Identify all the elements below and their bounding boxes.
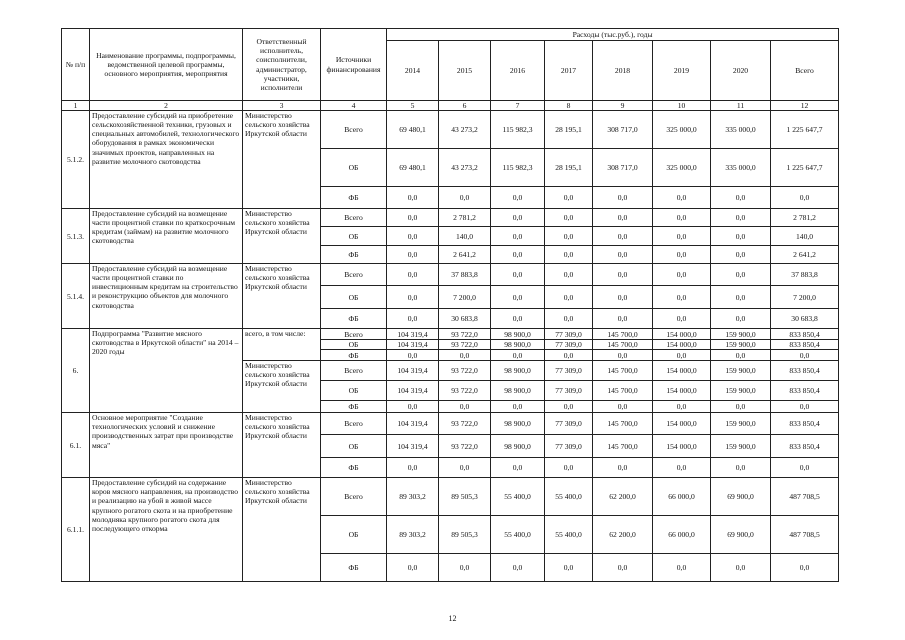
header-column-number: 9	[593, 101, 653, 111]
item-number: 5.1.2.	[62, 111, 90, 209]
year-value: 0,0	[593, 209, 653, 227]
year-value: 0,0	[545, 309, 593, 329]
header-numbers-row	[62, 101, 839, 111]
year-value: 0,0	[545, 246, 593, 264]
year-value: 104 319,4	[387, 381, 439, 401]
year-value: 159 900,0	[711, 413, 771, 435]
year-value: 0,0	[711, 264, 771, 286]
year-value: 0,0	[653, 309, 711, 329]
year-value: 159 900,0	[711, 361, 771, 381]
year-value: 0,0	[387, 286, 439, 309]
year-value: 0,0	[491, 227, 545, 246]
total-value: 833 850,4	[771, 381, 839, 401]
year-value: 2 781,2	[439, 209, 491, 227]
year-value: 77 309,0	[545, 413, 593, 435]
item-number: 5.1.3.	[62, 209, 90, 264]
year-value: 115 982,3	[491, 111, 545, 149]
item-name: Подпрограмма "Развитие мясного скотоводства в Иркутской области" на 2014 – 2020 годы	[90, 329, 243, 413]
responsible: Министерство сельского хозяйства Иркутской области	[243, 264, 321, 329]
year-value: 159 900,0	[711, 340, 771, 350]
year-value: 0,0	[491, 187, 545, 209]
year-value: 0,0	[653, 554, 711, 582]
header-responsible: Ответственный исполнитель, соисполнители, администратор, участники, исполнители	[243, 29, 321, 101]
year-value: 154 000,0	[653, 361, 711, 381]
year-value: 93 722,0	[439, 413, 491, 435]
item-name: Предоставление субсидий на возмещение части процентной ставки по краткосрочным кредитам (займам) на развитие молочного скотоводства	[90, 209, 243, 264]
funding-source: ОБ	[321, 286, 387, 309]
funding-source: ФБ	[321, 554, 387, 582]
year-value: 0,0	[653, 227, 711, 246]
year-value: 154 000,0	[653, 435, 711, 458]
year-value: 0,0	[545, 350, 593, 361]
year-value: 55 400,0	[491, 478, 545, 516]
header-column-number: 8	[545, 101, 593, 111]
year-value: 145 700,0	[593, 381, 653, 401]
funding-source: Всего	[321, 361, 387, 381]
item-name: Предоставление субсидий на содержание коров мясного направления, на производство и реализацию на убой в живой массе крупного рогатого скота и на приобретение молодняка крупного рогатого скота для последующего откорма	[90, 478, 243, 582]
year-value: 145 700,0	[593, 361, 653, 381]
year-value: 77 309,0	[545, 329, 593, 340]
funding-source: Всего	[321, 209, 387, 227]
funding-source: Всего	[321, 329, 387, 340]
year-value: 325 000,0	[653, 149, 711, 187]
funding-source: ФБ	[321, 458, 387, 478]
year-value: 104 319,4	[387, 340, 439, 350]
year-value: 62 200,0	[593, 516, 653, 554]
header-year: 2017	[545, 41, 593, 101]
responsible: всего, в том числе:	[243, 329, 321, 361]
year-value: 145 700,0	[593, 413, 653, 435]
header-no: № п/п	[62, 29, 90, 101]
header-column-number: 10	[653, 101, 711, 111]
responsible: Министерство сельского хозяйства Иркутской области	[243, 413, 321, 478]
year-value: 66 000,0	[653, 516, 711, 554]
year-value: 104 319,4	[387, 361, 439, 381]
total-value: 833 850,4	[771, 413, 839, 435]
total-value: 0,0	[771, 554, 839, 582]
item-name: Основное мероприятие "Создание технологических условий и снижение производственных затрат при производстве мяса"	[90, 413, 243, 478]
year-value: 0,0	[653, 209, 711, 227]
year-value: 159 900,0	[711, 381, 771, 401]
year-value: 0,0	[653, 187, 711, 209]
item-number: 6.1.	[62, 413, 90, 478]
total-value: 30 683,8	[771, 309, 839, 329]
year-value: 89 505,3	[439, 516, 491, 554]
year-value: 0,0	[545, 401, 593, 413]
year-value: 0,0	[491, 401, 545, 413]
funding-source: ОБ	[321, 516, 387, 554]
year-value: 55 400,0	[545, 516, 593, 554]
year-value: 104 319,4	[387, 435, 439, 458]
total-value: 487 708,5	[771, 516, 839, 554]
year-value: 28 195,1	[545, 111, 593, 149]
year-value: 66 000,0	[653, 478, 711, 516]
year-value: 37 883,8	[439, 264, 491, 286]
year-value: 159 900,0	[711, 435, 771, 458]
year-value: 43 273,2	[439, 111, 491, 149]
year-value: 0,0	[545, 209, 593, 227]
year-value: 0,0	[593, 264, 653, 286]
year-value: 0,0	[387, 264, 439, 286]
year-value: 308 717,0	[593, 111, 653, 149]
year-value: 0,0	[439, 350, 491, 361]
year-value: 0,0	[593, 401, 653, 413]
year-value: 154 000,0	[653, 413, 711, 435]
funding-source: ОБ	[321, 227, 387, 246]
header-column-number: 7	[491, 101, 545, 111]
year-value: 69 900,0	[711, 516, 771, 554]
header-year: 2019	[653, 41, 711, 101]
total-value: 7 200,0	[771, 286, 839, 309]
year-value: 0,0	[593, 458, 653, 478]
year-value: 69 480,1	[387, 149, 439, 187]
year-value: 0,0	[593, 187, 653, 209]
year-value: 0,0	[491, 264, 545, 286]
funding-source: ОБ	[321, 381, 387, 401]
year-value: 115 982,3	[491, 149, 545, 187]
year-value: 98 900,0	[491, 340, 545, 350]
total-value: 2 781,2	[771, 209, 839, 227]
responsible: Министерство сельского хозяйства Иркутской области	[243, 209, 321, 264]
year-value: 0,0	[491, 458, 545, 478]
year-value: 0,0	[387, 227, 439, 246]
funding-source: Всего	[321, 111, 387, 149]
funding-source: Всего	[321, 478, 387, 516]
header-column-number: 5	[387, 101, 439, 111]
year-value: 0,0	[653, 286, 711, 309]
header-year: 2020	[711, 41, 771, 101]
year-value: 77 309,0	[545, 340, 593, 350]
funding-source: ФБ	[321, 401, 387, 413]
header-column-number: 3	[243, 101, 321, 111]
total-value: 833 850,4	[771, 340, 839, 350]
header-year: 2015	[439, 41, 491, 101]
total-value: 37 883,8	[771, 264, 839, 286]
year-value: 0,0	[653, 264, 711, 286]
total-value: 0,0	[771, 401, 839, 413]
year-value: 0,0	[653, 401, 711, 413]
year-value: 77 309,0	[545, 361, 593, 381]
year-value: 154 000,0	[653, 381, 711, 401]
year-value: 0,0	[387, 309, 439, 329]
header-year: 2018	[593, 41, 653, 101]
funding-source: Всего	[321, 413, 387, 435]
header-column-number: 2	[90, 101, 243, 111]
year-value: 0,0	[593, 246, 653, 264]
year-value: 335 000,0	[711, 149, 771, 187]
year-value: 154 000,0	[653, 329, 711, 340]
funding-source: ОБ	[321, 149, 387, 187]
year-value: 0,0	[653, 458, 711, 478]
year-value: 89 505,3	[439, 478, 491, 516]
responsible: Министерство сельского хозяйства Иркутской области	[243, 361, 321, 413]
year-value: 98 900,0	[491, 413, 545, 435]
year-value: 335 000,0	[711, 111, 771, 149]
year-value: 28 195,1	[545, 149, 593, 187]
year-value: 69 480,1	[387, 111, 439, 149]
year-value: 104 319,4	[387, 413, 439, 435]
responsible: Министерство сельского хозяйства Иркутской области	[243, 478, 321, 582]
year-value: 159 900,0	[711, 329, 771, 340]
item-number: 5.1.4.	[62, 264, 90, 329]
year-value: 0,0	[491, 209, 545, 227]
total-value: 487 708,5	[771, 478, 839, 516]
year-value: 0,0	[387, 246, 439, 264]
item-name: Предоставление субсидий на возмещение части процентной ставки по инвестиционным кредитам на строительство и реконструкцию объектов для молочного скотоводства	[90, 264, 243, 329]
year-value: 0,0	[439, 401, 491, 413]
year-value: 0,0	[593, 554, 653, 582]
header-column-number: 11	[711, 101, 771, 111]
year-value: 30 683,8	[439, 309, 491, 329]
item-number: 6.1.1.	[62, 478, 90, 582]
total-value: 2 641,2	[771, 246, 839, 264]
year-value: 98 900,0	[491, 361, 545, 381]
year-value: 0,0	[491, 350, 545, 361]
table-row	[62, 413, 839, 435]
year-value: 55 400,0	[491, 516, 545, 554]
funding-source: ФБ	[321, 350, 387, 361]
year-value: 0,0	[711, 458, 771, 478]
year-value: 145 700,0	[593, 329, 653, 340]
year-value: 0,0	[593, 309, 653, 329]
year-value: 0,0	[387, 401, 439, 413]
year-value: 0,0	[491, 554, 545, 582]
year-value: 145 700,0	[593, 340, 653, 350]
year-value: 104 319,4	[387, 329, 439, 340]
year-value: 0,0	[711, 187, 771, 209]
year-value: 0,0	[387, 350, 439, 361]
year-value: 93 722,0	[439, 329, 491, 340]
year-value: 0,0	[593, 286, 653, 309]
year-value: 98 900,0	[491, 435, 545, 458]
year-value: 0,0	[545, 264, 593, 286]
year-value: 2 641,2	[439, 246, 491, 264]
year-value: 0,0	[545, 286, 593, 309]
year-value: 0,0	[545, 187, 593, 209]
item-number: 6.	[62, 329, 90, 413]
total-value: 0,0	[771, 458, 839, 478]
header-column-number: 1	[62, 101, 90, 111]
header-expenses: Расходы (тыс.руб.), годы	[387, 29, 839, 41]
year-value: 0,0	[491, 246, 545, 264]
page-number: 12	[448, 614, 457, 623]
table-row	[62, 264, 839, 286]
total-value: 1 225 647,7	[771, 149, 839, 187]
year-value: 0,0	[545, 458, 593, 478]
year-value: 55 400,0	[545, 478, 593, 516]
budget-table	[61, 28, 839, 582]
year-value: 77 309,0	[545, 435, 593, 458]
year-value: 0,0	[439, 554, 491, 582]
year-value: 0,0	[387, 209, 439, 227]
year-value: 0,0	[711, 246, 771, 264]
year-value: 0,0	[387, 554, 439, 582]
funding-source: Всего	[321, 264, 387, 286]
year-value: 325 000,0	[653, 111, 711, 149]
year-value: 0,0	[545, 227, 593, 246]
year-value: 0,0	[711, 401, 771, 413]
year-value: 0,0	[711, 286, 771, 309]
table-row	[62, 478, 839, 516]
year-value: 140,0	[439, 227, 491, 246]
year-value: 93 722,0	[439, 381, 491, 401]
total-value: 1 225 647,7	[771, 111, 839, 149]
funding-source: ОБ	[321, 340, 387, 350]
table-row	[62, 209, 839, 227]
year-value: 145 700,0	[593, 435, 653, 458]
total-value: 140,0	[771, 227, 839, 246]
total-value: 833 850,4	[771, 329, 839, 340]
year-value: 0,0	[491, 309, 545, 329]
year-value: 0,0	[387, 458, 439, 478]
header-year: 2016	[491, 41, 545, 101]
total-value: 0,0	[771, 187, 839, 209]
table-row	[62, 329, 839, 340]
header-column-number: 6	[439, 101, 491, 111]
year-value: 89 303,2	[387, 516, 439, 554]
year-value: 0,0	[711, 227, 771, 246]
year-value: 0,0	[387, 187, 439, 209]
responsible: Министерство сельского хозяйства Иркутской области	[243, 111, 321, 209]
header-column-number: 4	[321, 101, 387, 111]
year-value: 77 309,0	[545, 381, 593, 401]
year-value: 98 900,0	[491, 381, 545, 401]
year-value: 0,0	[653, 350, 711, 361]
year-value: 93 722,0	[439, 361, 491, 381]
year-value: 0,0	[653, 246, 711, 264]
table-row	[62, 111, 839, 149]
year-value: 43 273,2	[439, 149, 491, 187]
year-value: 308 717,0	[593, 149, 653, 187]
header-year: Всего	[771, 41, 839, 101]
year-value: 0,0	[439, 458, 491, 478]
funding-source: ФБ	[321, 187, 387, 209]
year-value: 0,0	[593, 227, 653, 246]
funding-source: ФБ	[321, 246, 387, 264]
year-value: 93 722,0	[439, 340, 491, 350]
funding-source: ОБ	[321, 435, 387, 458]
item-name: Предоставление субсидий на приобретение сельскохозяйственной техники, грузовых и специальных автомобилей, технологического оборудования в рамках экономически значимых проектов, направленных на развитие молочного скотоводства	[90, 111, 243, 209]
header-column-number: 12	[771, 101, 839, 111]
year-value: 0,0	[491, 286, 545, 309]
year-value: 89 303,2	[387, 478, 439, 516]
header-name: Наименование программы, подпрограммы, ведомственной целевой программы, основного мероприятия, мероприятия	[90, 29, 243, 101]
year-value: 7 200,0	[439, 286, 491, 309]
year-value: 98 900,0	[491, 329, 545, 340]
header-year: 2014	[387, 41, 439, 101]
year-value: 0,0	[593, 350, 653, 361]
total-value: 833 850,4	[771, 361, 839, 381]
year-value: 0,0	[711, 209, 771, 227]
year-value: 0,0	[545, 554, 593, 582]
year-value: 0,0	[439, 187, 491, 209]
header-source: Источники финансирования	[321, 29, 387, 101]
year-value: 0,0	[711, 309, 771, 329]
year-value: 0,0	[711, 350, 771, 361]
year-value: 93 722,0	[439, 435, 491, 458]
funding-source: ФБ	[321, 309, 387, 329]
year-value: 69 900,0	[711, 478, 771, 516]
year-value: 154 000,0	[653, 340, 711, 350]
year-value: 0,0	[711, 554, 771, 582]
total-value: 0,0	[771, 350, 839, 361]
total-value: 833 850,4	[771, 435, 839, 458]
year-value: 62 200,0	[593, 478, 653, 516]
